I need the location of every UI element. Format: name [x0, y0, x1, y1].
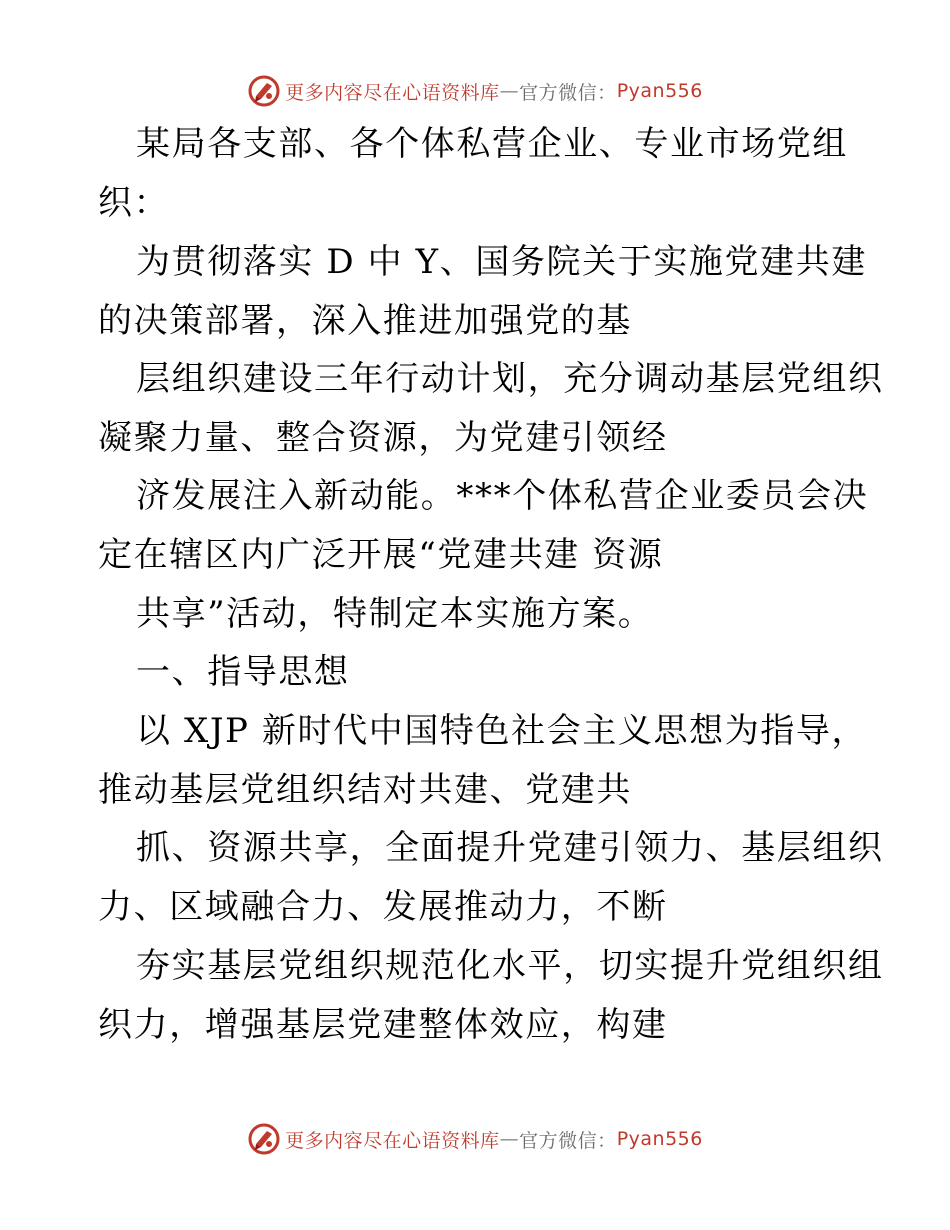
body-line: 为贯彻落实 D 中 Y、国务院关于实施党建共建: [136, 242, 867, 282]
watermark-contact-label: 官方微信：: [519, 81, 617, 104]
body-line: 的决策部署，深入推进加强党的基: [98, 301, 632, 341]
body-line: 织力，增强基层党建整体效应，构建: [98, 1005, 668, 1045]
body-line: 定在辖区内广泛开展“党建共建 资源: [98, 535, 664, 575]
body-line: 某局各支部、各个体私营企业、专业市场党组: [136, 124, 848, 164]
watermark-dash: —: [499, 1128, 520, 1150]
body-line: 共享”活动，特制定本实施方案。: [136, 594, 654, 634]
body-line: 力、区域融合力、发展推动力，不断: [98, 887, 668, 927]
watermark-dash: —: [499, 80, 520, 102]
watermark-contact-label: 官方微信：: [519, 1129, 617, 1152]
body-line: 推动基层党组织结对共建、党建共: [98, 770, 632, 810]
body-line: 夯实基层党组织规范化水平，切实提升党组织组: [136, 946, 884, 986]
body-line: 凝聚力量、整合资源，为党建引领经: [98, 418, 668, 458]
watermark-wechat-id: Pyan556: [616, 1128, 703, 1150]
body-line: 抓、资源共享，全面提升党建引领力、基层组织: [136, 828, 884, 868]
body-line: 以 XJP 新时代中国特色社会主义思想为指导，: [136, 711, 868, 751]
body-line: 织：: [98, 183, 170, 223]
header-watermark: [0, 71, 950, 111]
watermark-wechat-id: Pyan556: [616, 80, 703, 102]
footer-watermark: [0, 1119, 950, 1159]
body-line: 济发展注入新动能。***个体私营企业委员会决: [136, 476, 869, 516]
body-line: 层组织建设三年行动计划，充分调动基层党组织: [136, 359, 884, 399]
watermark-text: 更多内容尽在心语资料库: [285, 81, 500, 104]
logo-icon: [247, 1122, 281, 1156]
section-heading: 一、指导思想: [136, 652, 350, 692]
logo-icon: [247, 74, 281, 108]
watermark-text: 更多内容尽在心语资料库: [285, 1129, 500, 1152]
